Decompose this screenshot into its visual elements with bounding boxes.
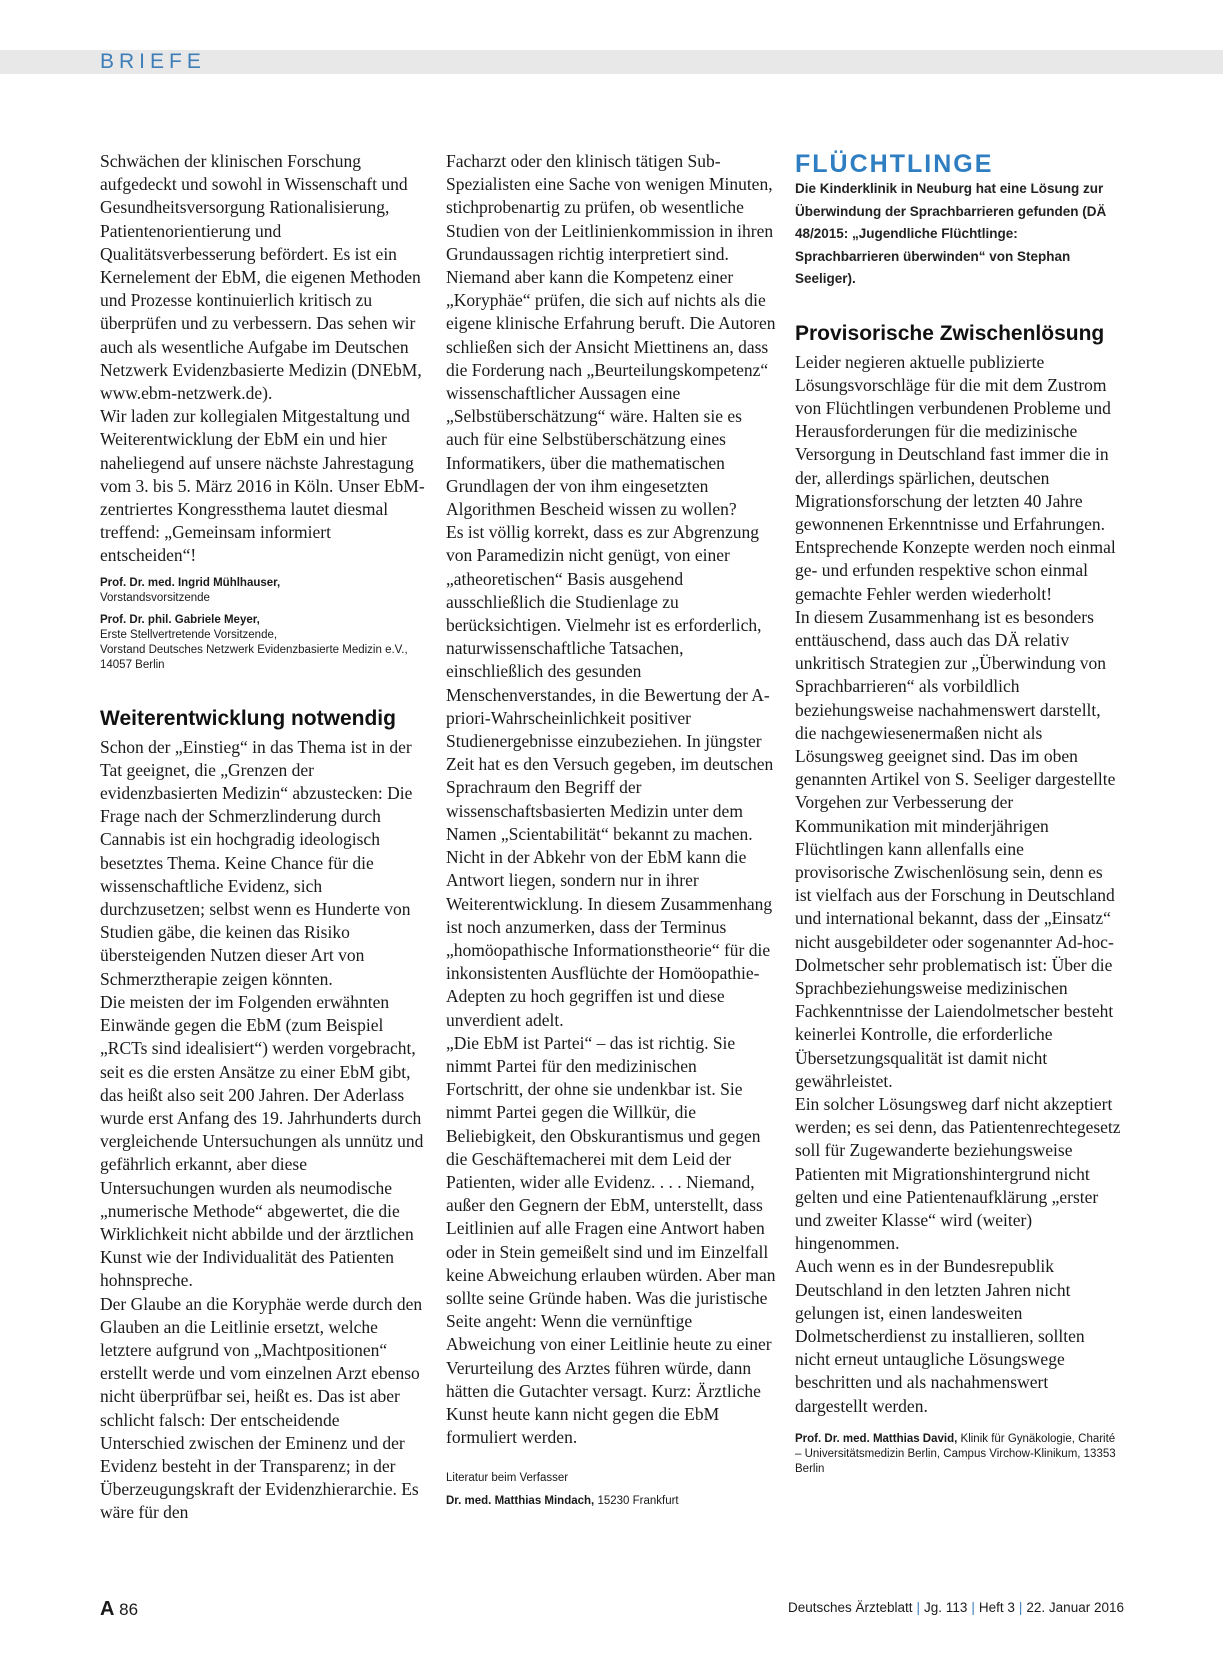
paragraph: Auch wenn es in der Bundesrepublik Deutschland in den letzten Jahren nicht gelungen ist, einen landesweiten Dolmetscherdienst zu installieren, sollten nicht erneut untaugliche Lösungswege beschritten und als nachahmenswert dargestellt werden. <box>795 1256 1085 1416</box>
column-left <box>100 150 426 1525</box>
signature-role: Erste Stellvertretende Vorsitzende, <box>100 628 278 641</box>
section-title: BRIEFE <box>100 50 206 73</box>
topic-lead: Die Kinderklinik in Neuburg hat eine Lösung zur Überwindung der Sprachbarrieren gefunden (DÄ 48/2015: „Jugendliche Flüchtlinge: Sprachbarrieren überwinden“ von Stephan Seeliger). <box>795 181 1107 286</box>
journal-date: 22. Januar 2016 <box>1026 1600 1124 1615</box>
journal-footer <box>788 1600 1124 1615</box>
page-number: A 86 <box>100 1598 139 1620</box>
topic-title: FLÜCHTLINGE <box>795 150 994 178</box>
paragraph: Der Glaube an die Koryphäe werde durch den Glauben an die Leitlinie ersetzt, welche letztere aufgrund von „Machtpositionen“ erstellt werde und vom einzelnen Arzt ebenso nicht überprüfbar sei, heißt es. Das ist aber schlicht falsch: Der entscheidende Unterschied zwischen der Eminenz und der Evidenz besteht in der Transparenz; in der Überzeugungskraft der Evidenzhierarchie. Es wäre für den <box>100 1293 423 1523</box>
signature-name: Prof. Dr. phil. Gabriele Meyer, <box>100 613 260 626</box>
journal-name: Deutsches Ärzteblatt <box>787 1600 913 1615</box>
paragraph: Es ist völlig korrekt, dass es zur Abgrenzung von Paramedizin nicht genügt, von einer „atheoretischen“ Basis ausgehend ausschließlich die Studienlage zu berücksichtigen. Vielmehr ist es erforderlich, naturwissenschaftliche Tatsachen, einschließlich des gesunden Menschenverstandes, in die Bewertung der A-priori-Wahrscheinlichkeit positiver Studienergebnisse einzubeziehen. In jüngster Zeit hat es den Versuch gegeben, im deutschen Sprachraum den Begriff der wissenschaftsbasierten Medizin unter dem Namen „Scientabilität“ bekannt zu machen. Nicht in der Abkehr von der EbM kann die Antwort liegen, sondern nur in ihrer Weiterentwicklung. In diesem Zusammenhang ist noch anzumerken, dass der Terminus „homöopathische Informationstheorie“ für die inkonsistenten Ausflüchte der Homöopathie-Adepten zu hoch gegriffen ist und diese unverdient adelt. <box>446 522 774 1030</box>
signature-role: Vorstandsvorsitzende <box>100 591 210 604</box>
signature: Dr. med. Matthias Mindach, 15230 Frankfurt <box>446 1495 679 1508</box>
letter-body <box>100 150 426 568</box>
separator: | <box>1018 1600 1023 1615</box>
column-middle <box>446 150 776 1509</box>
paragraph: Ein solcher Lösungsweg darf nicht akzeptiert werden; es sei denn, das Patientenrechtegesetz soll für Zugewanderte beziehungsweise Patienten mit Migrationshintergrund nicht gelten und eine Patientenaufklärung „erster und zweiter Klasse“ wird (weiter) hingenommen. <box>795 1094 1121 1254</box>
journal-volume: Jg. 113 <box>924 1600 968 1615</box>
letter-heading: Provisorische Zwischenlösung <box>795 321 1105 345</box>
letter-body <box>795 351 1121 1418</box>
signature-name: Prof. Dr. med. Ingrid Mühlhauser, <box>100 576 281 589</box>
signature-city: 14057 Berlin <box>100 658 165 671</box>
letter-heading: Weiterentwicklung notwendig <box>100 706 396 730</box>
signature: Prof. Dr. med. Matthias David, Klinik für Gynäkologie, Charité – Universitätsmedizin Berlin, Campus Virchow-Klinikum, 13353 Berlin <box>795 1432 1116 1475</box>
letter-body <box>446 150 776 1449</box>
paragraph: Leider negieren aktuelle publizierte Lösungsvorschläge für die mit dem Zustrom von Flüchtlingen verbundenen Probleme und Herausforderungen für die medizinische Versorgung in Deutschland fast immer die in der, allerdings spärlichen, deutschen Migrationsforschung der letzten 40 Jahre gewonnenen Erkenntnisse und Erfahrungen. Entsprechende Konzepte werden noch einmal ge- und erfunden respektive schon einmal gemachte Fehler werden wiederholt! <box>795 351 1116 604</box>
paragraph: Schon der „Einstieg“ in das Thema ist in der Tat geeignet, die „Grenzen der evidenzbasierten Medizin“ abzustecken: Die Frage nach der Schmerzlinderung durch Cannabis ist ein hochgradig ideologisch besetztes Thema. Keine Chance für die wissenschaftliche Evidenz, sich durchzusetzen; selbst wenn es Hunderte von Studien gäbe, die keinen das Risiko übersteigenden Nutzen dieser Art von Schmerztherapie zeigen könnten. <box>100 736 413 989</box>
paragraph: Schwächen der klinischen Forschung aufgedeckt und sowohl in Wissenschaft und Gesundheitsversorgung Rationalisierung, Patientenorientierung und Qualitätsverbesserung befördert. Es ist ein Kernelement der EbM, die eigenen Methoden und Prozesse kontinuierlich kritisch zu überprüfen und zu verbessern. Das sehen wir auch als wesentliche Aufgabe im Deutschen Netzwerk Evidenzbasierte Medizin (DNEbM, www.ebm-netzwerk.de). <box>100 151 422 404</box>
paragraph: In diesem Zusammenhang ist es besonders enttäuschend, dass auch das DÄ relativ unkritisch Strategien zur „Überwindung von Sprachbarrieren“ als vorbildlich beziehungsweise nachahmenswert darstellt, die nachgewiesenermaßen nicht als Lösungsweg geeignet sind. Das im oben genannten Artikel von S. Seeliger dargestellte Vorgehen zur Verbesserung der Kommunikation mit minderjährigen Flüchtlingen kann allenfalls eine provisorische Zwischenlösung sein, denn es ist vielfach aus der Forschung in Deutschland und international bekannt, dass der „Einsatz“ nicht ausgebildeter oder sogenannter Ad-hoc-Dolmetscher sehr problematisch ist: Über die Sprachbeziehungsweise medizinischen Fachkenntnisse der Laiendolmetscher besteht keinerlei Kontrolle, die erforderliche Übersetzungsqualität ist damit nicht gewährleistet. <box>795 606 1116 1091</box>
journal-issue: Heft 3 <box>978 1600 1015 1615</box>
separator: | <box>916 1600 921 1615</box>
signature-organization: Vorstand Deutsches Netzwerk Evidenzbasierte Medizin e.V., <box>100 643 408 656</box>
letter-body <box>100 736 426 1525</box>
paragraph: Die meisten der im Folgenden erwähnten Einwände gegen die EbM (zum Beispiel „RCTs sind idealisiert“) werden vorgebracht, seit es die ersten Ansätze zu einer EbM gibt, das heißt also seit 200 Jahren. Der Aderlass wurde erst Anfang des 19. Jahrhunderts durch vergleichende Untersuchungen als unnütz und gefährlich erkannt, aber diese Untersuchungen wurden als neumodische „numerische Methode“ abgewertet, die die Wirklichkeit nicht abbilde und der ärztlichen Kunst wie der Individualität des Patienten hohnspreche. <box>100 991 424 1291</box>
paragraph: Facharzt oder den klinisch tätigen Sub-Spezialisten eine Sache von wenigen Minuten, stichprobenartig zu prüfen, ob wesentliche Studien von der Leitlinienkommission in ihren Grundaussagen richtig interpretiert sind. Niemand aber kann die Kompetenz einer „Koryphäe“ prüfen, die sich auf nichts als die eigene klinische Erfahrung beruft. Die Autoren schließen sich der Ansicht Miettinens an, dass die Forderung nach „Beurteilungskompetenz“ wissenschaftlicher Aussagen eine „Selbstüberschätzung“ wäre. Halten sie es auch für eine Selbstüberschätzung eines Informatikers, über die mathematischen Grundlagen der von ihm eingesetzten Algorithmen Bescheid wissen zu wollen? <box>446 151 776 520</box>
paragraph: „Die EbM ist Partei“ – das ist richtig. Sie nimmt Partei für den medizinischen Fortschritt, der ohne sie undenkbar ist. Sie nimmt Partei gegen die Willkür, die Beliebigkeit, den Obskurantismus und gegen die Geschäftemacherei mit dem Leid der Patienten, wider alle Evidenz. . . . Niemand, außer den Gegnern der EbM, unterstellt, dass Leitlinien auf alle Fragen eine Antwort haben oder in Stein gemeißelt sind und im Einzelfall keine Abweichung erlauben würden. Aber man sollte seine Gründe haben. Was die juristische Seite angeht: Wenn die vernünftige Abweichung von einer Leitlinie heute zu einer Verurteilung des Arztes führen würde, dann hätten die Gutachter versagt. Kurz: Ärztliche Kunst heute kann nicht gegen die EbM formuliert werden. <box>446 1032 776 1448</box>
paragraph: Wir laden zur kollegialen Mitgestaltung und Weiterentwicklung der EbM ein und hier naheliegend auf unsere nächste Jahrestagung vom 3. bis 5. März 2016 in Köln. Unser EbM-zentriertes Kongressthema lautet diesmal treffend: „Gemeinsam informiert entscheiden“! <box>100 406 425 566</box>
column-right <box>795 150 1121 1477</box>
separator: | <box>971 1600 975 1615</box>
literature-note: Literatur beim Verfasser <box>446 1472 569 1485</box>
